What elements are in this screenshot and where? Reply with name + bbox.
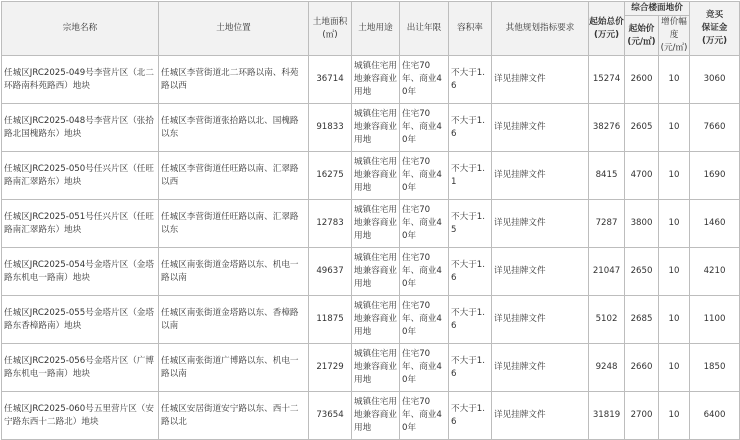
area-cell: 36714: [309, 56, 352, 104]
area-cell: 21729: [309, 344, 352, 392]
table-row: [2, 248, 740, 296]
start-total-cell: 31819: [589, 392, 625, 440]
far-cell: 不大于1.6: [449, 248, 492, 296]
parcel-name-cell: 任城区JRC2025-051号任兴片区（任旺路南汇翠路东）地块: [2, 200, 159, 248]
far-cell: 不大于1.6: [449, 56, 492, 104]
deposit-cell: 4210: [690, 248, 740, 296]
term-cell: 住宅70年、商业40年: [400, 200, 449, 248]
other-requirements-cell: 详见挂牌文件: [492, 296, 589, 344]
location-cell: 任城区李营街道任旺路以南、汇翠路以西: [159, 152, 309, 200]
increment-cell: 10: [659, 200, 690, 248]
land-use-cell: 城镇住宅用地兼容商业用地: [352, 344, 400, 392]
location-cell: 任城区李营街道北二环路以南、科苑路以西: [159, 56, 309, 104]
table-row: [2, 104, 740, 152]
parcel-name-cell: 任城区JRC2025-056号金塔片区（广博路东机电一路南）地块: [2, 344, 159, 392]
start-total-cell: 21047: [589, 248, 625, 296]
table-body: [2, 56, 740, 440]
deposit-cell: 6400: [690, 392, 740, 440]
start-price-cell: 2605: [625, 104, 659, 152]
other-requirements-cell: 详见挂牌文件: [492, 152, 589, 200]
start-price-cell: 3800: [625, 200, 659, 248]
other-requirements-cell: 详见挂牌文件: [492, 104, 589, 152]
deposit-cell: 1100: [690, 296, 740, 344]
other-requirements-cell: 详见挂牌文件: [492, 200, 589, 248]
location-cell: 任城区南张街道广博路以东、机电一路以南: [159, 344, 309, 392]
area-cell: 16275: [309, 152, 352, 200]
term-cell: 住宅70年、商业40年: [400, 392, 449, 440]
table-row: [2, 344, 740, 392]
header-far: 容积率: [449, 2, 492, 56]
table-row: [2, 56, 740, 104]
land-use-cell: 城镇住宅用地兼容商业用地: [352, 56, 400, 104]
increment-cell: 10: [659, 344, 690, 392]
land-auction-table: [1, 1, 740, 440]
other-requirements-cell: 详见挂牌文件: [492, 344, 589, 392]
deposit-cell: 1850: [690, 344, 740, 392]
far-cell: 不大于1.6: [449, 296, 492, 344]
far-cell: 不大于1.6: [449, 104, 492, 152]
start-price-cell: 2700: [625, 392, 659, 440]
header-location: 土地位置: [159, 2, 309, 56]
location-cell: 任城区南张街道金塔路以东、机电一路以南: [159, 248, 309, 296]
other-requirements-cell: 详见挂牌文件: [492, 56, 589, 104]
increment-cell: 10: [659, 296, 690, 344]
increment-cell: 10: [659, 248, 690, 296]
land-use-cell: 城镇住宅用地兼容商业用地: [352, 104, 400, 152]
land-use-cell: 城镇住宅用地兼容商业用地: [352, 200, 400, 248]
location-cell: 任城区安居街道安宁路以东、西十二路以北: [159, 392, 309, 440]
location-cell: 任城区李营街道张拾路以北、国槐路以东: [159, 104, 309, 152]
area-cell: 12783: [309, 200, 352, 248]
parcel-name-cell: 任城区JRC2025-048号李营片区（张拾路北国槐路东）地块: [2, 104, 159, 152]
area-cell: 73654: [309, 392, 352, 440]
land-use-cell: 城镇住宅用地兼容商业用地: [352, 296, 400, 344]
start-total-cell: 8415: [589, 152, 625, 200]
area-cell: 11875: [309, 296, 352, 344]
start-total-cell: 38276: [589, 104, 625, 152]
far-cell: 不大于1.6: [449, 344, 492, 392]
header-deposit: 竞买 保证金 (万元): [690, 2, 740, 56]
far-cell: 不大于1.1: [449, 152, 492, 200]
start-price-cell: 2660: [625, 344, 659, 392]
parcel-name-cell: 任城区JRC2025-060号五里营片区（安宁路东西十二路北）地块: [2, 392, 159, 440]
far-cell: 不大于1.6: [449, 392, 492, 440]
header-other-requirements: 其他规划指标要求: [492, 2, 589, 56]
parcel-name-cell: 任城区JRC2025-050号任兴片区（任旺路南汇翠路东）地块: [2, 152, 159, 200]
term-cell: 住宅70年、商业40年: [400, 248, 449, 296]
increment-cell: 10: [659, 56, 690, 104]
location-cell: 任城区李营街道任旺路以南、汇翠路以东: [159, 200, 309, 248]
parcel-name-cell: 任城区JRC2025-054号金塔片区（金塔路东机电一路南）地块: [2, 248, 159, 296]
deposit-cell: 1460: [690, 200, 740, 248]
start-price-cell: 2600: [625, 56, 659, 104]
table-row: [2, 152, 740, 200]
far-cell: 不大于1.5: [449, 200, 492, 248]
term-cell: 住宅70年、商业40年: [400, 152, 449, 200]
area-cell: 49637: [309, 248, 352, 296]
increment-cell: 10: [659, 104, 690, 152]
term-cell: 住宅70年、商业40年: [400, 56, 449, 104]
start-total-cell: 15274: [589, 56, 625, 104]
table-row: [2, 296, 740, 344]
start-price-cell: 4700: [625, 152, 659, 200]
deposit-cell: 3060: [690, 56, 740, 104]
parcel-name-cell: 任城区JRC2025-049号李营片区（北二环路南科苑路西）地块: [2, 56, 159, 104]
start-price-cell: 2650: [625, 248, 659, 296]
other-requirements-cell: 详见挂牌文件: [492, 248, 589, 296]
term-cell: 住宅70年、商业40年: [400, 344, 449, 392]
header-parcel-name: 宗地名称: [2, 2, 159, 56]
table-row: [2, 392, 740, 440]
deposit-cell: 1690: [690, 152, 740, 200]
location-cell: 任城区南张街道金塔路以东、香樟路以南: [159, 296, 309, 344]
header-term: 出让年限: [400, 2, 449, 56]
start-total-cell: 5102: [589, 296, 625, 344]
other-requirements-cell: 详见挂牌文件: [492, 392, 589, 440]
header-use: 土地用途: [352, 2, 400, 56]
land-use-cell: 城镇住宅用地兼容商业用地: [352, 152, 400, 200]
increment-cell: 10: [659, 392, 690, 440]
header-increment: 增价幅度 (元/㎡): [659, 16, 690, 56]
term-cell: 住宅70年、商业40年: [400, 296, 449, 344]
header-area: 土地面积 (㎡): [309, 2, 352, 56]
start-price-cell: 2685: [625, 296, 659, 344]
increment-cell: 10: [659, 152, 690, 200]
header-floor-price-group: 综合楼面地价: [625, 2, 690, 16]
area-cell: 91833: [309, 104, 352, 152]
start-total-cell: 9248: [589, 344, 625, 392]
deposit-cell: 7660: [690, 104, 740, 152]
start-total-cell: 7287: [589, 200, 625, 248]
table-row: [2, 200, 740, 248]
term-cell: 住宅70年、商业40年: [400, 104, 449, 152]
land-use-cell: 城镇住宅用地兼容商业用地: [352, 248, 400, 296]
parcel-name-cell: 任城区JRC2025-055号金塔片区（金塔路东香樟路南）地块: [2, 296, 159, 344]
header-start-total: 起始总价 (万元): [589, 2, 625, 56]
header-start-price: 起始价 (元/㎡): [625, 16, 659, 56]
land-use-cell: 城镇住宅用地兼容商业用地: [352, 392, 400, 440]
